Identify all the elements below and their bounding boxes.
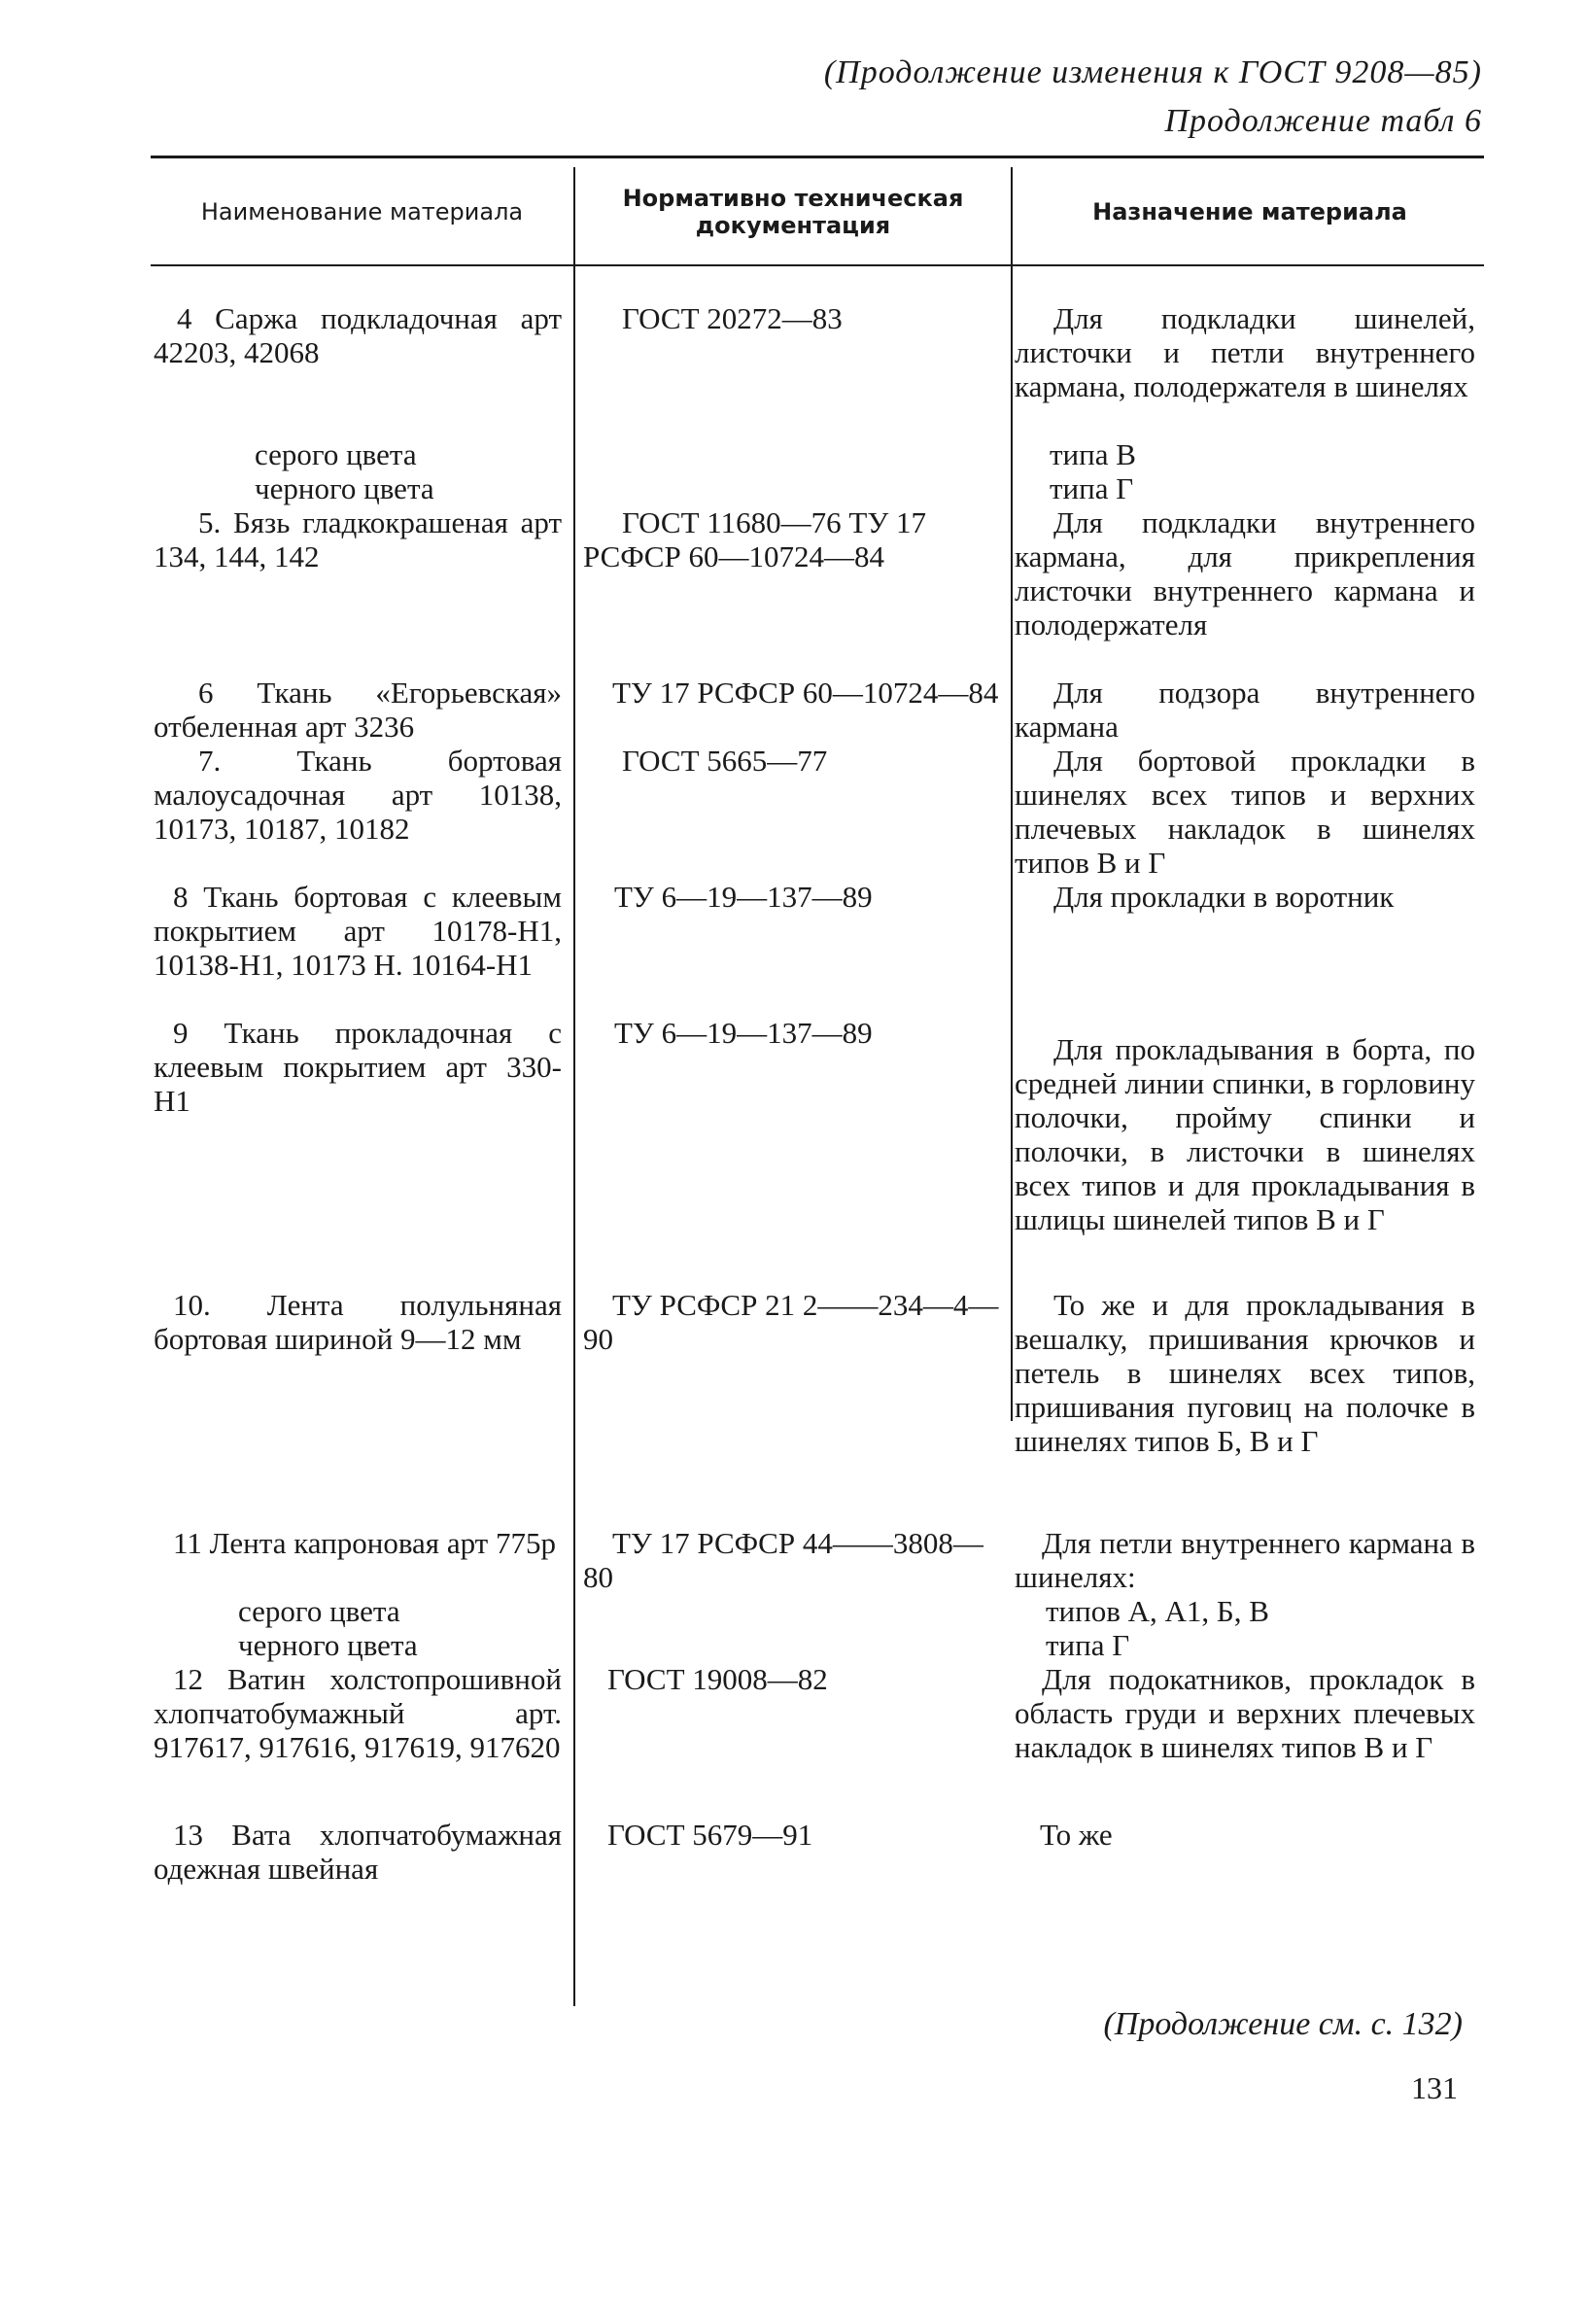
table-cell-purpose: типов А, А1, Б, В (1046, 1594, 1269, 1628)
table-cell-material: 9 Ткань прокладочная с клеевым покрытием арт 330-Н1 (154, 1016, 562, 1118)
table-cell-purpose: Для бортовой прокладки в шинелях всех типов и верхних плечевых накладок в шинелях типов В и Г (1015, 744, 1475, 880)
table-cell-documentation: ГОСТ 5679—91 (607, 1818, 813, 1852)
continuation-footer: (Продолжение см. с. 132) (1103, 2006, 1463, 2042)
table-header-rule (151, 264, 1484, 266)
table-cell-purpose: Для петли внутреннего кармана в шинелях: (1015, 1526, 1475, 1594)
table-cell-material: 8 Ткань бортовая с клеевым покрытием арт 10178-Н1, 10138-Н1, 10173 Н. 10164-Н1 (154, 880, 562, 982)
table-cell-material: 12 Ватин холстопрошивной хлопчатобумажный арт. 917617, 917616, 917619, 917620 (154, 1662, 562, 1764)
table-cell-purpose: Для подкладки шинелей, листочки и петли внутреннего кармана, полодержателя в шинелях (1015, 301, 1475, 403)
table-cell-documentation: ГОСТ 5665—77 (622, 744, 828, 778)
table-cell-material: черного цвета (255, 471, 434, 505)
table-cell-material: 6 Ткань «Егорьевская» отбеленная арт 3236 (154, 676, 562, 744)
table-cell-purpose: типа Г (1050, 471, 1134, 505)
table-cell-purpose: Для подзора внутреннего кармана (1015, 676, 1475, 744)
table-cell-material: серого цвета (255, 437, 417, 471)
table-cell-documentation: ГОСТ 20272—83 (622, 301, 843, 335)
table-top-rule (151, 156, 1484, 158)
table-cell-material: 4 Саржа подкладочная арт 42203, 42068 (154, 301, 562, 369)
table-cell-documentation: ТУ 17 РСФСР 44——3808—80 (583, 1526, 983, 1594)
table-cell-purpose: типа Г (1046, 1628, 1130, 1662)
table-cell-documentation: ТУ 17 РСФСР 60—10724—84 (612, 676, 999, 710)
page-number: 131 (1411, 2070, 1458, 2105)
table-cell-material: 11 Лента капроновая арт 775р (173, 1526, 556, 1560)
table-cell-purpose: Для подокатников, прокладок в область груди и верхних плечевых накладок в шинелях типов В и Г (1015, 1662, 1475, 1764)
table-cell-material: 13 Вата хлопчатобумажная одежная швейная (154, 1818, 562, 1886)
table-cell-documentation: ТУ 6—19—137—89 (614, 880, 873, 914)
table-cell-material: черного цвета (238, 1628, 418, 1662)
column-divider (1011, 167, 1013, 1421)
table-cell-material: 7. Ткань бортовая малоусадочная арт 10138, 10173, 10187, 10182 (154, 744, 562, 846)
table-cell-documentation: ГОСТ 19008—82 (607, 1662, 828, 1696)
table-cell-material: 5. Бязь гладкокрашеная арт 134, 144, 142 (154, 505, 562, 573)
table-cell-documentation: ГОСТ 11680—76 ТУ 17 РСФСР 60—10724—84 (583, 505, 927, 573)
column-header-documentation: Нормативно техническая документация (622, 185, 964, 239)
column-header-purpose: Назначение материала (1092, 198, 1407, 225)
table-cell-material: 10. Лента полульняная бортовая шириной 9—12 мм (154, 1288, 562, 1356)
table-cell-purpose: Для прокладывания в борта, по средней линии спинки, в горловину полочки, пройму спинки и полочки, в листочки в шинелях всех типов и для прокладывания в шлицы шинелей типов В и Г (1015, 1032, 1475, 1236)
table-continuation-label: Продолжение табл 6 (1164, 103, 1482, 139)
table-cell-purpose: Для подкладки внутреннего кармана, для прикрепления листочки внутреннего кармана и полодержателя (1015, 505, 1475, 642)
table-cell-purpose: типа В (1050, 437, 1136, 471)
table-cell-purpose: Для прокладки в воротник (1053, 880, 1395, 914)
table-cell-material: серого цвета (238, 1594, 400, 1628)
column-divider (573, 167, 575, 2006)
column-header-material: Наименование материала (200, 198, 524, 225)
table-cell-purpose: То же и для прокладывания в вешалку, пришивания крючков и петель в шинелях всех типов, пришивания пуговиц на полочке в шинелях типов Б, В и Г (1015, 1288, 1475, 1458)
table-cell-documentation: ТУ РСФСР 21 2——234—4—90 (583, 1288, 999, 1356)
table-cell-documentation: ТУ 6—19—137—89 (614, 1016, 873, 1050)
table-cell-purpose: То же (1040, 1818, 1113, 1852)
continuation-header: (Продолжение изменения к ГОСТ 9208—85) (823, 54, 1482, 90)
